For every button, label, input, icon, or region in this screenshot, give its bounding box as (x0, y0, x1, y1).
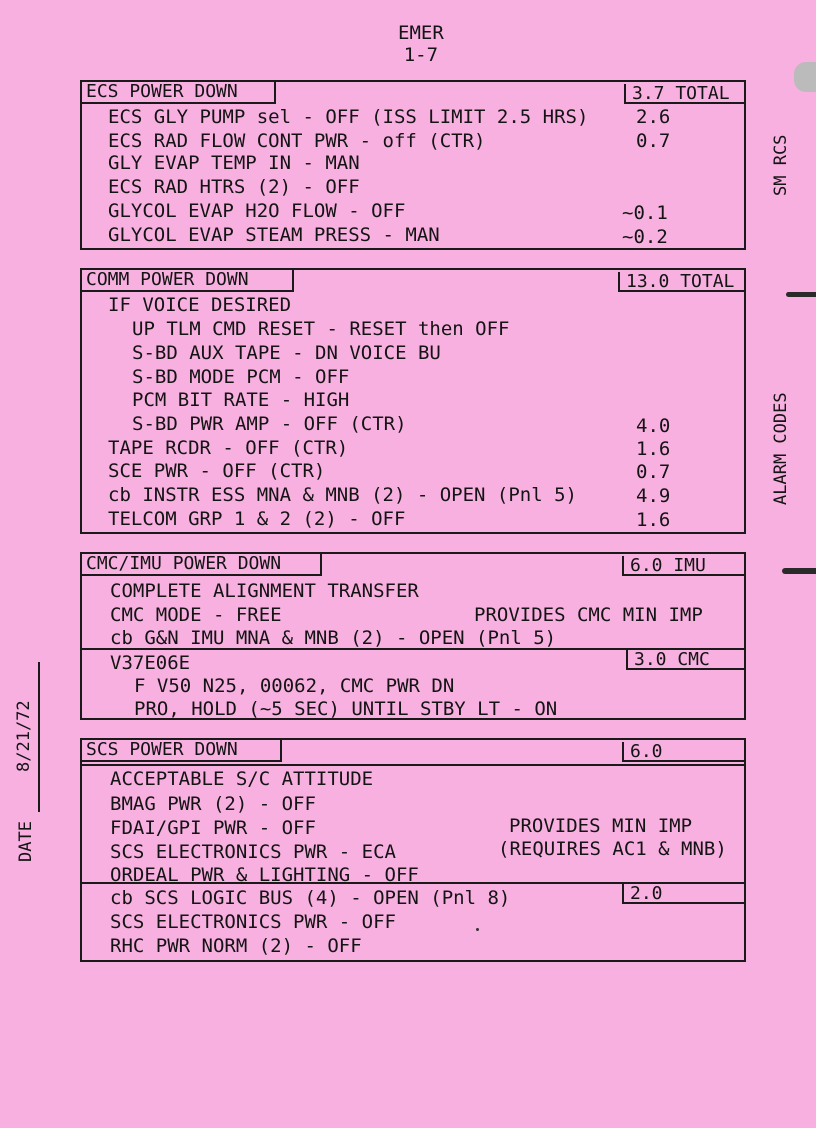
cmc-line: COMPLETE ALIGNMENT TRANSFER (110, 580, 419, 602)
comm-total: 13.0 TOTAL (618, 272, 746, 292)
comm-line: UP TLM CMD RESET - RESET then OFF (132, 318, 510, 340)
header-page-number: 1-7 (403, 44, 439, 66)
comm-line: S-BD MODE PCM - OFF (132, 366, 350, 388)
cmc-line: cb G&N IMU MNA & MNB (2) - OPEN (Pnl 5) (110, 627, 557, 649)
comm-title: COMM POWER DOWN (80, 268, 294, 292)
scs-line: ORDEAL PWR & LIGHTING - OFF (110, 864, 419, 886)
scs-sub-line: cb SCS LOGIC BUS (4) - OPEN (Pnl 8) (110, 887, 511, 909)
scs-note-provides: PROVIDES MIN IMP (509, 815, 693, 837)
ecs-line: ECS RAD FLOW CONT PWR - off (CTR) (108, 130, 486, 152)
scs-power-down-box (80, 738, 746, 962)
comm-line: TAPE RCDR - OFF (CTR) (108, 437, 349, 459)
comm-value: 4.9 (636, 485, 671, 507)
scs-line: ACCEPTABLE S/C ATTITUDE (110, 768, 374, 790)
ecs-value: ~0.2 (622, 226, 668, 248)
comm-value: 1.6 (636, 509, 671, 531)
ecs-line: GLY EVAP TEMP IN - MAN (108, 152, 360, 174)
tab-notch-top (794, 62, 816, 92)
ecs-value: ~0.1 (622, 202, 668, 224)
tab-sm-rcs[interactable]: SM RCS (771, 134, 791, 196)
scs-sub-line: RHC PWR NORM (2) - OFF (110, 935, 362, 957)
tab-alarm-codes[interactable]: ALARM CODES (771, 392, 791, 505)
comm-line: S-BD PWR AMP - OFF (CTR) (132, 413, 407, 435)
scs-total: 6.0 (622, 742, 746, 762)
comm-value: 4.0 (636, 415, 671, 437)
ecs-title: ECS POWER DOWN (80, 80, 276, 104)
comm-line: S-BD AUX TAPE - DN VOICE BU (132, 342, 441, 364)
comm-line: cb INSTR ESS MNA & MNB (2) - OPEN (Pnl 5) (108, 484, 577, 506)
date-value: 8/21/72 (14, 700, 34, 772)
cmc-sub-line: F V50 N25, 00062, CMC PWR DN (134, 675, 455, 697)
comm-value: 1.6 (636, 438, 671, 460)
scs-line: FDAI/GPI PWR - OFF (110, 817, 316, 839)
ecs-line: GLYCOL EVAP STEAM PRESS - MAN (108, 224, 440, 246)
stray-mark (476, 928, 479, 931)
page-header (398, 22, 444, 66)
ecs-value: 0.7 (636, 130, 671, 152)
date-underline (38, 662, 40, 812)
comm-line: PCM BIT RATE - HIGH (132, 389, 350, 411)
date-label: DATE (16, 821, 36, 862)
scs-line: SCS ELECTRONICS PWR - ECA (110, 841, 396, 863)
cmc-imu-power-down-box (80, 552, 746, 720)
ecs-total: 3.7 TOTAL (624, 84, 746, 104)
cmc-sub-line: V37E06E (110, 652, 191, 674)
cmc-total: 6.0 IMU (622, 556, 746, 576)
ecs-line: GLYCOL EVAP H2O FLOW - OFF (108, 200, 406, 222)
header-section: EMER (398, 22, 444, 44)
ecs-power-down-box (80, 80, 746, 250)
ecs-line: ECS RAD HTRS (2) - OFF (108, 176, 360, 198)
scs-note-requires: (REQUIRES AC1 & MNB) (498, 838, 727, 860)
comm-line: SCE PWR - OFF (CTR) (108, 460, 326, 482)
scs-line: BMAG PWR (2) - OFF (110, 793, 316, 815)
cmc-note: PROVIDES CMC MIN IMP (474, 604, 703, 626)
cmc-sub-total: 3.0 CMC (626, 650, 746, 670)
ecs-line: ECS GLY PUMP sel - OFF (ISS LIMIT 2.5 HRS) (108, 106, 589, 128)
ecs-value: 2.6 (636, 106, 671, 128)
comm-line: TELCOM GRP 1 & 2 (2) - OFF (108, 508, 406, 530)
scs-sub-line: SCS ELECTRONICS PWR - OFF (110, 911, 396, 933)
scs-title: SCS POWER DOWN (80, 738, 282, 762)
comm-value: 0.7 (636, 461, 671, 483)
cmc-sub-line: PRO, HOLD (~5 SEC) UNTIL STBY LT - ON (134, 698, 558, 720)
comm-power-down-box (80, 268, 746, 534)
scs-top-divider (82, 764, 744, 766)
tab-notch-middle (786, 292, 816, 297)
comm-line: IF VOICE DESIRED (108, 294, 292, 316)
scs-sub-total: 2.0 (622, 884, 746, 904)
cmc-title: CMC/IMU POWER DOWN (80, 552, 322, 576)
tab-notch-lower (782, 568, 816, 574)
cmc-line: CMC MODE - FREE (110, 604, 282, 626)
